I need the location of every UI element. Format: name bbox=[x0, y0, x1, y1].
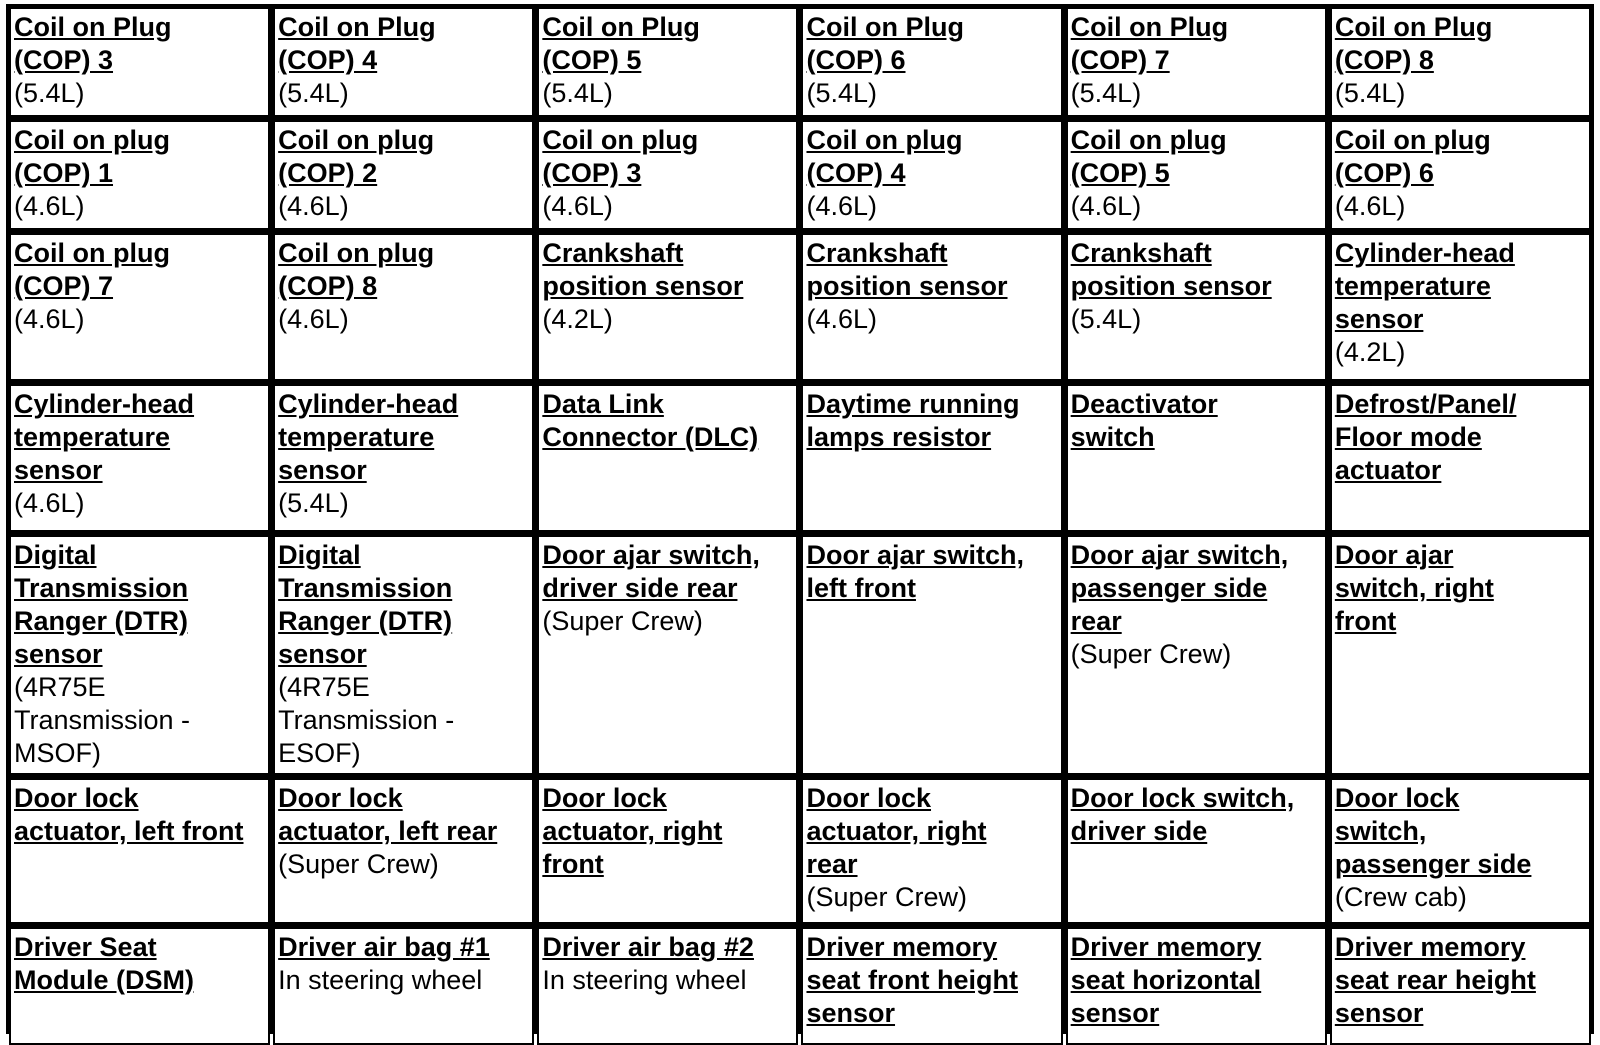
component-note: (4.6L) bbox=[806, 304, 878, 334]
component-note: (5.4L) bbox=[806, 78, 878, 108]
component-link[interactable]: Driver Seat Module (DSM) bbox=[14, 932, 194, 995]
component-note: (Super Crew) bbox=[806, 882, 968, 912]
table-cell bbox=[273, 120, 534, 230]
component-note: (5.4L) bbox=[1070, 304, 1142, 334]
table-cell bbox=[9, 778, 270, 924]
component-link[interactable]: Driver air bag #2 bbox=[542, 932, 754, 962]
component-link[interactable]: Digital Transmission Ranger (DTR) sensor bbox=[14, 540, 189, 669]
component-link[interactable]: Door lock actuator, left front bbox=[14, 783, 244, 846]
component-note: (4.6L) bbox=[278, 304, 349, 334]
component-link[interactable]: Crankshaft position sensor bbox=[806, 238, 1008, 301]
component-link[interactable]: Daytime running lamps resistor bbox=[806, 389, 1020, 452]
component-note: (4.2L) bbox=[542, 304, 613, 334]
component-note: (5.4L) bbox=[1334, 78, 1406, 108]
table-cell bbox=[537, 535, 798, 775]
component-link[interactable]: Deactivator switch bbox=[1070, 389, 1218, 452]
component-link[interactable]: Door lock actuator, right front bbox=[542, 783, 723, 879]
table-cell bbox=[1330, 384, 1591, 532]
table-cell bbox=[1330, 120, 1591, 230]
table-cell bbox=[801, 384, 1062, 532]
component-link[interactable]: Coil on plug (COP) 2 bbox=[278, 125, 435, 188]
component-link[interactable]: Cylinder-head temperature sensor bbox=[1334, 238, 1515, 334]
component-note: (4R75E Transmission - MSOF) bbox=[14, 672, 191, 768]
component-note: (4.2L) bbox=[1334, 337, 1406, 367]
table-cell bbox=[537, 7, 798, 117]
component-link[interactable]: Driver air bag #1 bbox=[278, 932, 490, 962]
table-cell bbox=[1330, 233, 1591, 381]
component-note: In steering wheel bbox=[278, 965, 483, 995]
table-cell bbox=[9, 535, 270, 775]
component-note: (4.6L) bbox=[14, 304, 85, 334]
component-note: (Super Crew) bbox=[1070, 639, 1232, 669]
component-note: (4.6L) bbox=[806, 191, 878, 221]
table-cell bbox=[537, 927, 798, 1045]
component-note: (5.4L) bbox=[542, 78, 613, 108]
component-link[interactable]: Door lock actuator, left rear bbox=[278, 783, 498, 846]
component-link[interactable]: Door lock actuator, right rear bbox=[806, 783, 987, 879]
table-cell bbox=[1066, 384, 1327, 532]
component-link[interactable]: Defrost/Panel/ Floor mode actuator bbox=[1334, 389, 1517, 485]
component-link[interactable]: Door ajar switch, left front bbox=[806, 540, 1025, 603]
table-cell bbox=[537, 233, 798, 381]
table-cell bbox=[273, 778, 534, 924]
table-cell bbox=[273, 384, 534, 532]
component-link[interactable]: Coil on Plug (COP) 3 bbox=[14, 12, 172, 75]
table-cell bbox=[1330, 7, 1591, 117]
component-link[interactable]: Coil on plug (COP) 7 bbox=[14, 238, 170, 301]
component-link[interactable]: Door ajar switch, driver side rear bbox=[542, 540, 760, 603]
table-cell bbox=[1066, 233, 1327, 381]
component-link[interactable]: Coil on plug (COP) 6 bbox=[1334, 125, 1491, 188]
component-link[interactable]: Coil on plug (COP) 8 bbox=[278, 238, 435, 301]
component-note: (4.6L) bbox=[1334, 191, 1406, 221]
component-note: (4.6L) bbox=[14, 488, 85, 518]
table-cell bbox=[9, 384, 270, 532]
table-cell bbox=[801, 927, 1062, 1045]
table-cell bbox=[1066, 120, 1327, 230]
component-note: (5.4L) bbox=[278, 488, 349, 518]
component-link[interactable]: Digital Transmission Ranger (DTR) sensor bbox=[278, 540, 453, 669]
component-note: (4.6L) bbox=[278, 191, 349, 221]
component-note: (4.6L) bbox=[542, 191, 613, 221]
component-note: (5.4L) bbox=[278, 78, 349, 108]
component-link[interactable]: Coil on plug (COP) 5 bbox=[1070, 125, 1227, 188]
table-cell bbox=[801, 120, 1062, 230]
component-note: (Super Crew) bbox=[278, 849, 439, 879]
component-link[interactable]: Coil on plug (COP) 1 bbox=[14, 125, 170, 188]
table-cell bbox=[273, 927, 534, 1045]
table-cell bbox=[273, 233, 534, 381]
table-cell bbox=[1330, 778, 1591, 924]
component-link[interactable]: Crankshaft position sensor bbox=[1070, 238, 1272, 301]
table-cell bbox=[801, 233, 1062, 381]
component-link[interactable]: Coil on Plug (COP) 6 bbox=[806, 12, 964, 75]
table-cell bbox=[9, 7, 270, 117]
component-link[interactable]: Coil on Plug (COP) 4 bbox=[278, 12, 436, 75]
component-link[interactable]: Door ajar switch, right front bbox=[1334, 540, 1494, 636]
component-note: (Crew cab) bbox=[1334, 882, 1467, 912]
table-cell bbox=[1066, 927, 1327, 1045]
table-cell bbox=[273, 7, 534, 117]
table-cell bbox=[537, 120, 798, 230]
table-cell bbox=[801, 7, 1062, 117]
component-link[interactable]: Data Link Connector (DLC) bbox=[542, 389, 759, 452]
table-cell bbox=[9, 233, 270, 381]
table-cell bbox=[9, 120, 270, 230]
component-link[interactable]: Crankshaft position sensor bbox=[542, 238, 744, 301]
component-link[interactable]: Coil on Plug (COP) 8 bbox=[1334, 12, 1493, 75]
component-note: (4R75E Transmission - ESOF) bbox=[278, 672, 455, 768]
table-cell bbox=[1066, 535, 1327, 775]
component-link[interactable]: Driver memory seat front height sensor bbox=[806, 932, 1018, 1028]
component-link[interactable]: Cylinder-head temperature sensor bbox=[278, 389, 459, 485]
component-note: In steering wheel bbox=[542, 965, 747, 995]
component-link[interactable]: Door lock switch, driver side bbox=[1070, 783, 1295, 846]
component-note: (Super Crew) bbox=[542, 606, 703, 636]
component-link[interactable]: Coil on Plug (COP) 5 bbox=[542, 12, 700, 75]
table-cell bbox=[1066, 7, 1327, 117]
table-cell bbox=[1330, 535, 1591, 775]
component-link[interactable]: Coil on plug (COP) 3 bbox=[542, 125, 699, 188]
component-link[interactable]: Driver memory seat horizontal sensor bbox=[1070, 932, 1262, 1028]
table-cell bbox=[801, 778, 1062, 924]
table-cell bbox=[537, 778, 798, 924]
table-cell bbox=[801, 535, 1062, 775]
component-location-table bbox=[6, 4, 1594, 1034]
component-link[interactable]: Door lock switch, passenger side bbox=[1334, 783, 1532, 879]
component-note: (4.6L) bbox=[14, 191, 85, 221]
component-link[interactable]: Driver memory seat rear height sensor bbox=[1334, 932, 1536, 1028]
component-note: (4.6L) bbox=[1070, 191, 1142, 221]
table-cell bbox=[1066, 778, 1327, 924]
component-note: (5.4L) bbox=[1070, 78, 1142, 108]
component-link[interactable]: Cylinder-head temperature sensor bbox=[14, 389, 195, 485]
component-link[interactable]: Coil on plug (COP) 4 bbox=[806, 125, 963, 188]
table-cell bbox=[537, 384, 798, 532]
component-note: (5.4L) bbox=[14, 78, 85, 108]
component-link[interactable]: Door ajar switch, passenger side rear bbox=[1070, 540, 1289, 636]
component-link[interactable]: Coil on Plug (COP) 7 bbox=[1070, 12, 1229, 75]
table-cell bbox=[9, 927, 270, 1045]
table-cell bbox=[1330, 927, 1591, 1045]
table-cell bbox=[273, 535, 534, 775]
